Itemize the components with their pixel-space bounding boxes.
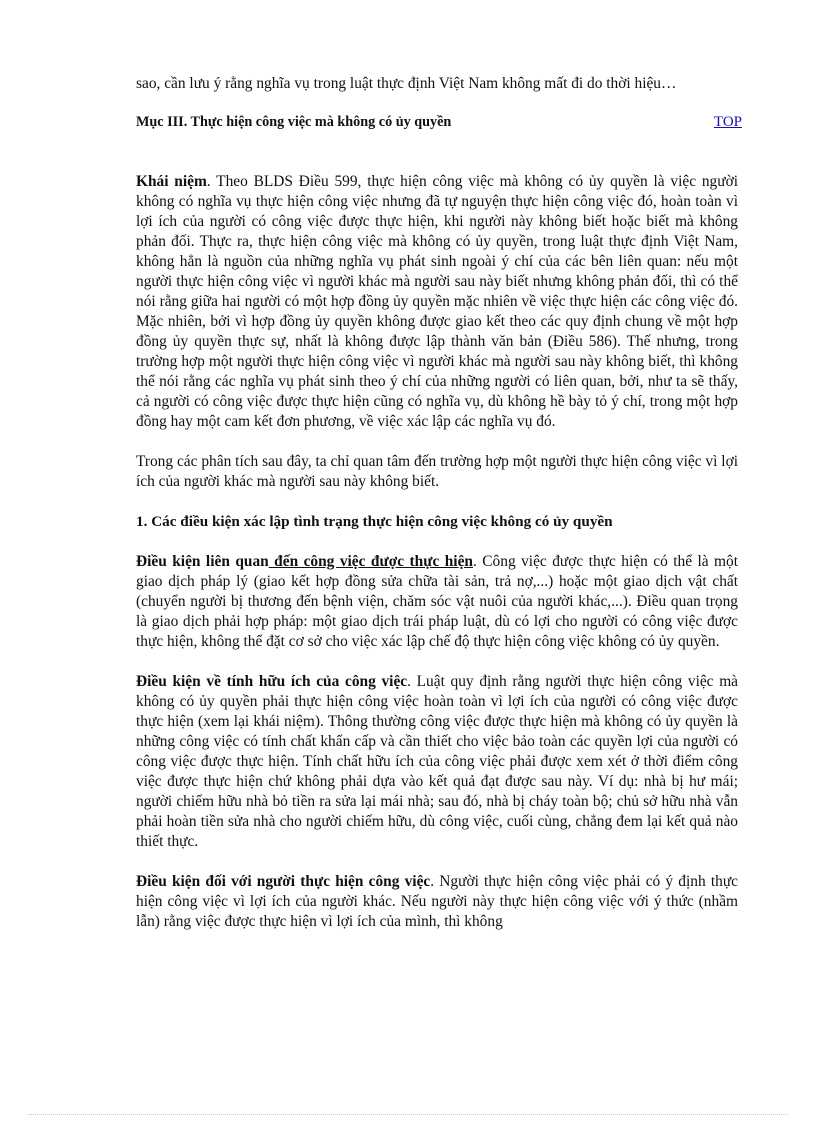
condition-lead: Điều kiện liên quan <box>136 553 269 570</box>
condition-paragraph-work <box>136 552 738 652</box>
section-heading-row <box>136 112 742 132</box>
condition-text: . Người thực hiện công việc phải có ý định thực hiện công việc vì lợi ích của người khác. Nếu người này thực hiện công việc với ý thức (nhầm lẫn) rằng việc được thực hiện vì lợi ích của mình, thì không <box>136 873 738 930</box>
concept-paragraph <box>136 172 738 432</box>
subsection-title: 1. Các điều kiện xác lập tình trạng thực hiện công việc không có ủy quyền <box>136 513 613 530</box>
condition-paragraph-usefulness <box>136 672 738 852</box>
top-link[interactable]: TOP <box>713 114 742 130</box>
condition-lead: Điều kiện về tính hữu ích của công việc <box>136 673 408 690</box>
page-bottom-divider <box>28 1114 788 1115</box>
concept-text: . Theo BLDS Điều 599, thực hiện công việc mà không có ủy quyền là việc người không có nghĩa vụ thực hiện công việc nhưng đã tự nguyện thực hiện công việc đó, hoàn toàn vì lợi ích của người có công việc được thực hiện, khi người này không biết hoặc biết mà không phản đối. Thực ra, thực hiện công việc mà không có ủy quyền, trong luật thực định Việt Nam, không hẳn là nguồn của những nghĩa vụ phát sinh ngoài ý chí của các bên liên quan: nếu một người thực hiện công việc vì người khác mà người sau này biết nhưng không phản đối, thì có thể nói rằng giữa hai người có một hợp đồng ủy quyền mặc nhiên về việc thực hiện các công việc đó. Mặc nhiên, bởi vì hợp đồng ủy quyền không được giao kết theo các quy định chung về một hợp đồng ủy quyền thực sự, nhất là không được lập thành văn bản (Điều 586). Thế nhưng, trong trường hợp một người thực hiện công việc vì người khác mà người sau này không biết, thì không thể nói rằng các nghĩa vụ phát sinh theo ý chí của những người có liên quan, bởi, như ta sẽ thấy, cả người có công việc được thực hiện cũng có nghĩa vụ, dù không hề bày tỏ ý chí, trong một hợp đồng hay một cam kết đơn phương, về việc xác lập các nghĩa vụ đó. <box>136 173 738 430</box>
intro-paragraph-tail: sao, cần lưu ý rằng nghĩa vụ trong luật thực định Việt Nam không mất đi do thời hiệu… <box>136 75 677 92</box>
document-body <box>136 74 742 932</box>
condition-text: . Luật quy định rằng người thực hiện công việc mà không có ủy quyền phải thực hiện công việc hoàn toàn vì lợi ích của người có công việc được thực hiện (xem lại khái niệm). Thông thường công việc được thực hiện mà không có ủy quyền là những công việc có tính chất khẩn cấp và cần thiết cho việc bảo toàn các quyền lợi của người có công việc được thực hiện. Tính chất hữu ích của công việc phải được xem xét ở thời điểm công việc được thực hiện chứ không phải dựa vào kết quả đạt được sau này. Ví dụ: nhà bị hư mái; người chiếm hữu nhà bỏ tiền ra sửa lại mái nhà; sau đó, nhà bị cháy toàn bộ; chủ sở hữu nhà vẫn phải hoàn tiền sửa nhà cho người chiếm hữu, dù công việc, cuối cùng, chẳng đem lại kết quả nào thiết thực. <box>136 673 739 850</box>
condition-lead-underlined: đến công việc được thực hiện <box>268 553 473 570</box>
section-title: Mục III. Thực hiện công việc mà không có ủy quyền <box>136 114 452 130</box>
condition-lead: Điều kiện đối với người thực hiện công việc <box>136 873 431 890</box>
condition-paragraph-performer <box>136 872 738 932</box>
concept-lead: Khái niệm <box>136 173 207 190</box>
condition-text: . Công việc được thực hiện có thể là một giao dịch pháp lý (giao kết hợp đồng sửa chữa tài sản, trả nợ,...) hoặc một giao dịch vật chất (chuyển người bị thương đến bệnh viện, chăm sóc vật nuôi của người khác,...). Điều quan trọng là giao dịch phải hợp pháp: một giao dịch trái pháp luật, dù có lợi cho người có công việc được thực hiện, không thể đặt cơ sở cho việc xác lập chế độ thực hiện công việc không có ủy quyền. <box>136 553 738 650</box>
scope-paragraph: Trong các phân tích sau đây, ta chỉ quan tâm đến trường hợp một người thực hiện công việc vì lợi ích của người khác mà người sau này không biết. <box>136 453 738 490</box>
